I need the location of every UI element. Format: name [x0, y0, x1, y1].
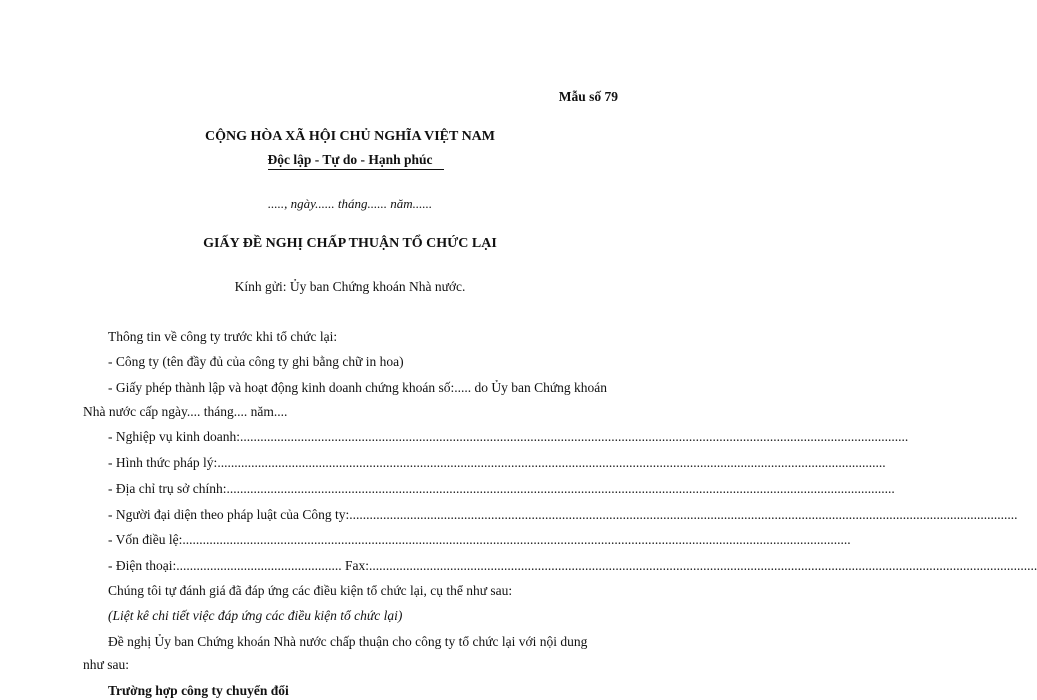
- address-label: - Địa chỉ trụ sở chính:: [108, 481, 227, 496]
- list-details-note: (Liệt kê chi tiết việc đáp ứng các điều kiện tổ chức lại): [108, 608, 403, 623]
- business-field: [108, 429, 909, 445]
- phone-dots: .................................................: [176, 558, 342, 573]
- salutation: Kính gửi: Ủy ban Chứng khoán Nhà nước.: [234, 279, 466, 294]
- date-line: ....., ngày...... tháng...... năm......: [267, 196, 433, 211]
- case-heading: Trường hợp công ty chuyển đổi: [108, 683, 289, 698]
- address-field: [108, 481, 895, 497]
- form-number: Mẫu số 79: [558, 89, 618, 104]
- legal-form-dots: ......................................................................................................................................................................................................: [217, 455, 886, 470]
- national-title: CỘNG HÒA XÃ HỘI CHỦ NGHĨA VIỆT NAM: [204, 129, 495, 144]
- capital-dots: ......................................................................................................................................................................................................: [182, 532, 851, 547]
- fax-label: Fax:: [344, 558, 369, 573]
- representative-dots: ......................................................................................................................................................................................................: [349, 507, 1018, 522]
- legal-form-field: [108, 455, 886, 471]
- request-line-2: như sau:: [83, 657, 129, 672]
- legal-form-label: - Hình thức pháp lý:: [108, 455, 218, 470]
- motto: Độc lập - Tự do - Hạnh phúc: [267, 152, 433, 167]
- motto-underline: [268, 169, 444, 170]
- phone-label: - Điện thoại:: [108, 558, 177, 573]
- request-line-1: Đề nghị Ủy ban Chứng khoán Nhà nước chấp thuận cho công ty tổ chức lại với nội dung: [108, 634, 588, 649]
- representative-label: - Người đại diện theo pháp luật của Công ty:: [108, 507, 350, 522]
- representative-field: [108, 507, 1018, 523]
- capital-label: - Vốn điều lệ:: [108, 532, 183, 547]
- license-line-2: Nhà nước cấp ngày.... tháng.... năm....: [83, 404, 288, 419]
- company-line: - Công ty (tên đầy đủ của công ty ghi bằng chữ in hoa): [108, 354, 404, 369]
- fax-dots: ......................................................................................................................................................................................................: [369, 558, 1037, 573]
- business-dots: ......................................................................................................................................................................................................: [239, 429, 909, 444]
- phone-fax-field: [108, 558, 1037, 574]
- address-dots: ......................................................................................................................................................................................................: [226, 481, 895, 496]
- capital-field: [108, 532, 851, 548]
- intro-text: Thông tin về công ty trước khi tổ chức lại:: [108, 329, 338, 344]
- business-label: - Nghiệp vụ kinh doanh:: [108, 429, 240, 444]
- license-line-1: - Giấy phép thành lập và hoạt động kinh doanh chứng khoán số:..... do Ủy ban Chứng khoán: [108, 380, 608, 395]
- self-assessment: Chúng tôi tự đánh giá đã đáp ứng các điều kiện tổ chức lại, cụ thể như sau:: [108, 583, 513, 598]
- document-title: GIẤY ĐỀ NGHỊ CHẤP THUẬN TỔ CHỨC LẠI: [203, 236, 497, 251]
